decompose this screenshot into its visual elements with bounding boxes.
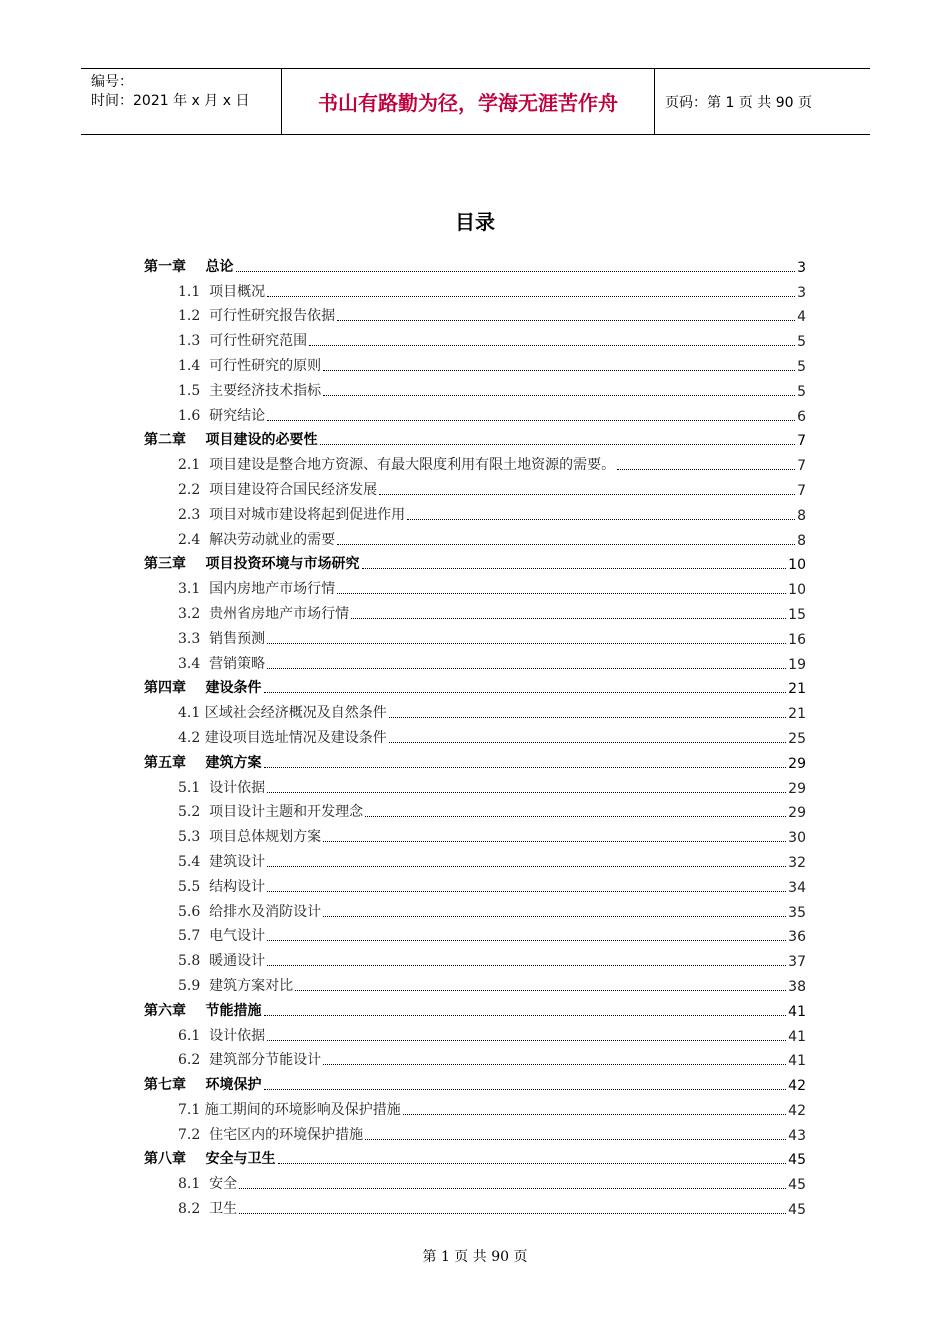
toc-entry-label: 5.1 设计依据 — [178, 779, 266, 796]
toc-dot-leader — [320, 443, 796, 445]
toc-dot-leader — [309, 344, 795, 346]
toc-entry-page: 5 — [797, 334, 806, 351]
toc-dot-leader — [389, 716, 786, 718]
toc-entry-label: 6.2 建筑部分节能设计 — [178, 1052, 322, 1069]
toc-entry-label: 1.3 可行性研究范围 — [178, 333, 308, 350]
toc-entry-page: 45 — [788, 1202, 806, 1219]
toc-section-entry[interactable] — [144, 598, 806, 623]
toc-dot-leader — [337, 319, 795, 321]
toc-section-entry[interactable] — [144, 524, 806, 549]
toc-chapter-entry[interactable] — [144, 1144, 806, 1169]
toc-entry-label: 8.2 卫生 — [178, 1201, 238, 1218]
document-number-label: 编号： — [91, 74, 133, 90]
toc-dot-leader — [617, 468, 795, 470]
toc-entry-label: 5.6 给排水及消防设计 — [178, 903, 322, 920]
toc-entry-page: 37 — [788, 954, 806, 971]
toc-section-entry[interactable] — [144, 1168, 806, 1193]
toc-entry-label: 第二章 项目建设的必要性 — [144, 432, 318, 449]
toc-entry-label: 3.2 贵州省房地产市场行情 — [178, 605, 350, 622]
toc-entry-label: 6.1 设计依据 — [178, 1027, 266, 1044]
toc-chapter-entry[interactable] — [144, 425, 806, 450]
toc-dot-leader — [236, 270, 796, 272]
toc-entry-label: 3.4 营销策略 — [178, 655, 266, 672]
toc-entry-page: 5 — [797, 358, 806, 375]
toc-section-entry[interactable] — [144, 449, 806, 474]
toc-chapter-entry[interactable] — [144, 995, 806, 1020]
toc-entry-label: 第八章 安全与卫生 — [144, 1151, 276, 1168]
toc-dot-leader — [267, 1039, 786, 1041]
toc-section-entry[interactable] — [144, 325, 806, 350]
toc-entry-label: 5.3 项目总体规划方案 — [178, 829, 322, 846]
toc-entry-label: 第一章 总论 — [144, 258, 234, 275]
toc-entry-page: 38 — [788, 978, 806, 995]
toc-entry-label: 7.2 住宅区内的环境保护措施 — [178, 1126, 364, 1143]
toc-section-entry[interactable] — [144, 474, 806, 499]
page-header — [81, 68, 870, 135]
toc-entry-page: 29 — [788, 805, 806, 822]
toc-section-entry[interactable] — [144, 871, 806, 896]
toc-section-entry[interactable] — [144, 921, 806, 946]
toc-entry-page: 41 — [788, 1053, 806, 1070]
toc-entry-page: 45 — [788, 1177, 806, 1194]
toc-entry-page: 19 — [788, 656, 806, 673]
toc-entry-label: 5.8 暖通设计 — [178, 953, 266, 970]
toc-entry-page: 5 — [797, 383, 806, 400]
toc-dot-leader — [403, 1113, 786, 1115]
toc-entry-label: 3.1 国内房地产市场行情 — [178, 581, 336, 598]
toc-section-entry[interactable] — [144, 623, 806, 648]
toc-entry-label: 第三章 项目投资环境与市场研究 — [144, 556, 360, 573]
toc-section-entry[interactable] — [144, 797, 806, 822]
toc-dot-leader — [267, 667, 786, 669]
toc-title: 目录 — [455, 210, 495, 234]
toc-entry-label: 1.1 项目概况 — [178, 283, 266, 300]
toc-section-entry[interactable] — [144, 573, 806, 598]
toc-entry-page: 21 — [788, 706, 806, 723]
toc-dot-leader — [323, 369, 795, 371]
toc-dot-leader — [267, 939, 786, 941]
toc-dot-leader — [407, 518, 795, 520]
toc-dot-leader — [264, 691, 787, 693]
toc-entry-label: 5.2 项目设计主题和开发理念 — [178, 804, 364, 821]
toc-entry-label: 4.1 区域社会经济概况及自然条件 — [178, 705, 387, 722]
toc-entry-page: 45 — [788, 1152, 806, 1169]
toc-entry-label: 2.2 项目建设符合国民经济发展 — [178, 481, 378, 498]
toc-dot-leader — [323, 915, 786, 917]
toc-section-entry[interactable] — [144, 896, 806, 921]
toc-entry-label: 5.9 建筑方案对比 — [178, 977, 294, 994]
toc-dot-leader — [365, 815, 786, 817]
toc-entry-page: 3 — [797, 259, 806, 276]
toc-entry-label: 第七章 环境保护 — [144, 1077, 262, 1094]
toc-entry-page: 15 — [788, 606, 806, 623]
toc-dot-leader — [267, 964, 786, 966]
toc-dot-leader — [323, 1063, 786, 1065]
toc-section-entry[interactable] — [144, 301, 806, 326]
toc-entry-page: 25 — [788, 730, 806, 747]
toc-entry-page: 6 — [797, 408, 806, 425]
toc-entry-page: 8 — [797, 507, 806, 524]
header-motto: 书山有路勤为径，学海无涯苦作舟 — [318, 91, 618, 115]
toc-entry-page: 41 — [788, 1003, 806, 1020]
toc-chapter-entry[interactable] — [144, 549, 806, 574]
table-of-contents — [144, 251, 806, 1218]
toc-section-entry[interactable] — [144, 772, 806, 797]
toc-entry-label: 4.2 建设项目选址情况及建设条件 — [178, 729, 387, 746]
toc-dot-leader — [267, 890, 786, 892]
toc-dot-leader — [267, 791, 786, 793]
toc-entry-label: 1.5 主要经济技术指标 — [178, 382, 322, 399]
toc-dot-leader — [351, 617, 786, 619]
toc-entry-label: 7.1 施工期间的环境影响及保护措施 — [178, 1101, 401, 1118]
toc-dot-leader — [264, 1088, 787, 1090]
toc-section-entry[interactable] — [144, 846, 806, 871]
toc-section-entry[interactable] — [144, 350, 806, 375]
toc-entry-page: 10 — [788, 582, 806, 599]
toc-entry-label: 5.5 结构设计 — [178, 878, 266, 895]
toc-dot-leader — [295, 989, 786, 991]
toc-entry-page: 3 — [797, 284, 806, 301]
toc-section-entry[interactable] — [144, 375, 806, 400]
header-motto-cell — [282, 69, 655, 134]
toc-dot-leader — [379, 493, 795, 495]
toc-section-entry[interactable] — [144, 1193, 806, 1218]
toc-entry-label: 3.3 销售预测 — [178, 630, 266, 647]
toc-dot-leader — [267, 419, 795, 421]
toc-entry-label: 2.4 解决劳动就业的需要 — [178, 531, 336, 548]
toc-dot-leader — [337, 592, 786, 594]
toc-section-entry[interactable] — [144, 1020, 806, 1045]
toc-entry-label: 5.4 建筑设计 — [178, 853, 266, 870]
toc-dot-leader — [267, 642, 786, 644]
toc-dot-leader — [365, 1138, 786, 1140]
toc-dot-leader — [323, 394, 795, 396]
toc-dot-leader — [362, 567, 787, 569]
toc-dot-leader — [323, 840, 786, 842]
toc-dot-leader — [337, 543, 795, 545]
toc-entry-page: 43 — [788, 1127, 806, 1144]
toc-entry-label: 5.7 电气设计 — [178, 928, 266, 945]
toc-section-entry[interactable] — [144, 945, 806, 970]
toc-entry-page: 4 — [797, 309, 806, 326]
toc-entry-page: 41 — [788, 1028, 806, 1045]
toc-section-entry[interactable] — [144, 1045, 806, 1070]
toc-section-entry[interactable] — [144, 1094, 806, 1119]
toc-section-entry[interactable] — [144, 276, 806, 301]
toc-dot-leader — [239, 1212, 786, 1214]
toc-dot-leader — [389, 741, 786, 743]
toc-dot-leader — [267, 295, 795, 297]
toc-entry-page: 29 — [788, 755, 806, 772]
toc-dot-leader — [267, 865, 786, 867]
toc-section-entry[interactable] — [144, 648, 806, 673]
document-date: 时间：2021 年 x 月 x 日 — [91, 93, 250, 109]
toc-section-entry[interactable] — [144, 970, 806, 995]
toc-dot-leader — [239, 1187, 786, 1189]
toc-entry-label: 1.4 可行性研究的原则 — [178, 357, 322, 374]
toc-entry-page: 34 — [788, 879, 806, 896]
toc-entry-page: 35 — [788, 904, 806, 921]
toc-entry-label: 第四章 建设条件 — [144, 680, 262, 697]
toc-entry-label: 2.1 项目建设是整合地方资源、有最大限度利用有限土地资源的需要。 — [178, 457, 616, 474]
toc-section-entry[interactable] — [144, 722, 806, 747]
toc-chapter-entry[interactable] — [144, 747, 806, 772]
toc-entry-page: 8 — [797, 532, 806, 549]
toc-entry-page: 10 — [788, 557, 806, 574]
toc-entry-page: 36 — [788, 929, 806, 946]
toc-entry-page: 42 — [788, 1102, 806, 1119]
toc-chapter-entry[interactable] — [144, 1069, 806, 1094]
toc-entry-page: 7 — [797, 433, 806, 450]
toc-section-entry[interactable] — [144, 499, 806, 524]
toc-entry-page: 32 — [788, 854, 806, 871]
toc-chapter-entry[interactable] — [144, 251, 806, 276]
toc-entry-label: 1.6 研究结论 — [178, 407, 266, 424]
toc-dot-leader — [264, 766, 787, 768]
toc-dot-leader — [278, 1162, 787, 1164]
toc-dot-leader — [264, 1014, 787, 1016]
toc-entry-page: 42 — [788, 1078, 806, 1095]
header-page-info: 页码：第 1 页 共 90 页 — [665, 94, 812, 111]
toc-entry-page: 7 — [797, 482, 806, 499]
toc-section-entry[interactable] — [144, 400, 806, 425]
toc-entry-page: 21 — [788, 681, 806, 698]
toc-section-entry[interactable] — [144, 821, 806, 846]
toc-entry-label: 8.1 安全 — [178, 1176, 238, 1193]
toc-entry-label: 1.2 可行性研究报告依据 — [178, 308, 336, 325]
toc-entry-page: 29 — [788, 780, 806, 797]
header-meta — [81, 69, 282, 134]
toc-entry-page: 30 — [788, 830, 806, 847]
toc-section-entry[interactable] — [144, 1119, 806, 1144]
toc-entry-label: 第五章 建筑方案 — [144, 754, 262, 771]
page-footer: 第 1 页 共 90 页 — [422, 1249, 528, 1265]
toc-entry-page: 16 — [788, 631, 806, 648]
toc-section-entry[interactable] — [144, 697, 806, 722]
toc-entry-page: 7 — [797, 458, 806, 475]
toc-chapter-entry[interactable] — [144, 673, 806, 698]
toc-entry-label: 第六章 节能措施 — [144, 1002, 262, 1019]
toc-entry-label: 2.3 项目对城市建设将起到促进作用 — [178, 506, 406, 523]
